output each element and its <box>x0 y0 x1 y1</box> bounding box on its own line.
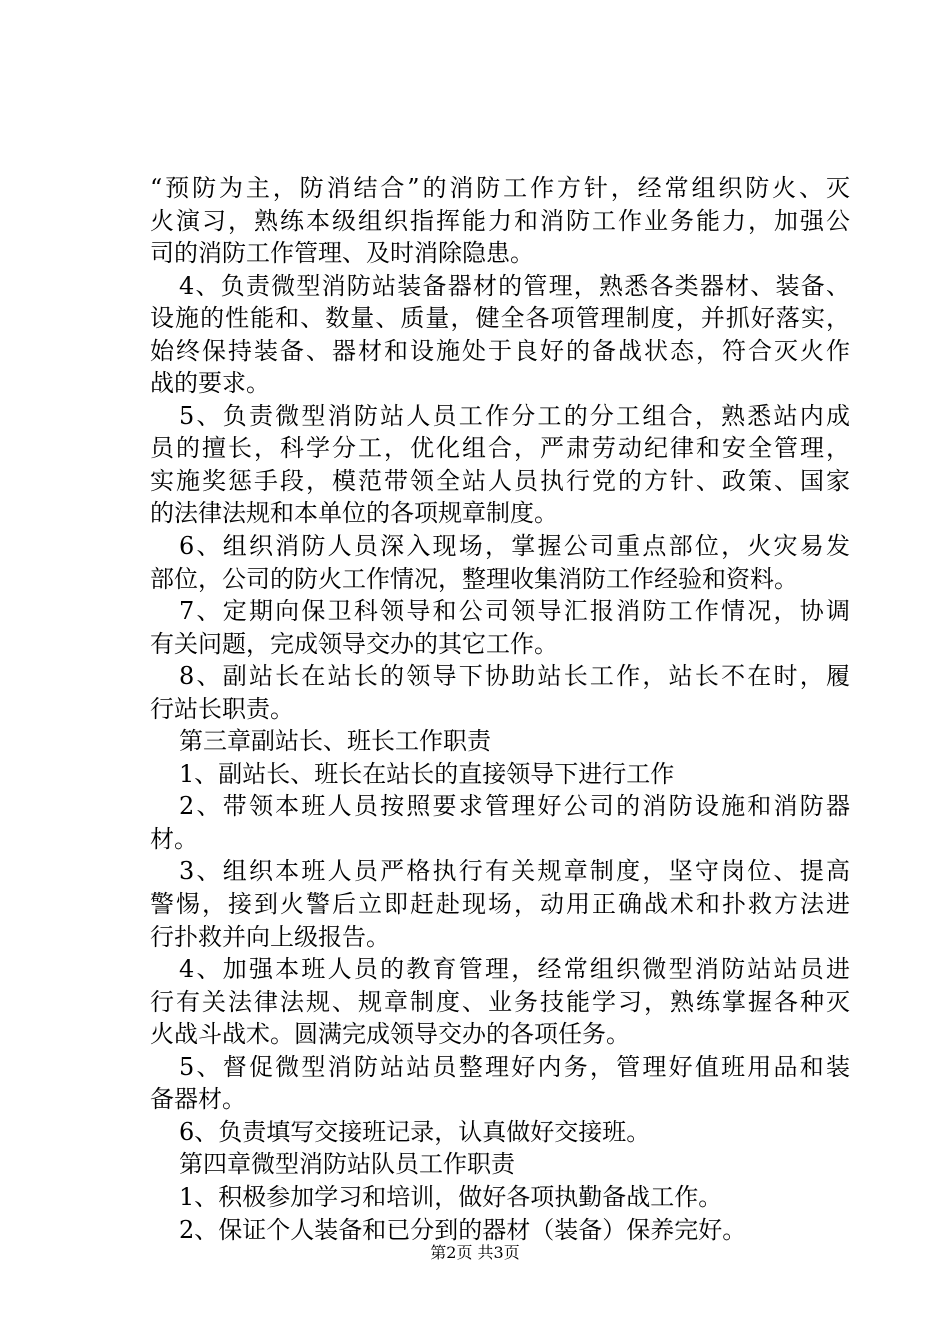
text-line: 警惕，接到火警后立即赶赴现场，动用正确战术和扑救方法进 <box>150 890 850 919</box>
text-line: 5、负责微型消防站人员工作分工的分工组合，熟悉站内成 <box>179 401 850 430</box>
text-line: 战的要求。 <box>150 369 270 398</box>
text-line: 4、负责微型消防站装备器材的管理，熟悉各类器材、装备、 <box>179 271 850 300</box>
text-line: 实施奖惩手段，模范带领全站人员执行党的方针、政策、国家 <box>150 466 850 495</box>
text-line: 部位，公司的防火工作情况，整理收集消防工作经验和资料。 <box>150 564 798 593</box>
text-line: 火战斗战术。圆满完成领导交办的各项任务。 <box>150 1020 630 1049</box>
text-line: 2、保证个人装备和已分到的器材（装备）保养完好。 <box>179 1215 747 1244</box>
text-line: 火演习，熟练本级组织指挥能力和消防工作业务能力，加强公 <box>150 206 850 235</box>
text-line: 设施的性能和、数量、质量，健全各项管理制度，并抓好落实， <box>150 304 850 333</box>
text-line: 的法律法规和本单位的各项规章制度。 <box>150 499 558 528</box>
page-footer: 第2页 共3页 <box>430 1243 520 1262</box>
text-line: 4、加强本班人员的教育管理，经常组织微型消防站站员进 <box>179 955 850 984</box>
text-line: 8、副站长在站长的领导下协助站长工作，站长不在时，履 <box>179 662 850 691</box>
text-line: 行有关法律法规、规章制度、业务技能学习，熟练掌握各种灭 <box>150 987 850 1016</box>
text-line: 3、组织本班人员严格执行有关规章制度，坚守岗位、提高 <box>179 857 850 886</box>
text-line: 1、积极参加学习和培训，做好各项执勤备战工作。 <box>179 1182 723 1211</box>
text-line: “预防为主，防消结合”的消防工作方针，经常组织防火、灭 <box>150 174 850 202</box>
text-line: 备器材。 <box>150 1085 246 1114</box>
text-line: 7、定期向保卫科领导和公司领导汇报消防工作情况，协调 <box>179 597 850 626</box>
text-line: 2、带领本班人员按照要求管理好公司的消防设施和消防器 <box>179 792 850 821</box>
text-line: 6、组织消防人员深入现场，掌握公司重点部位，火灾易发 <box>179 532 850 561</box>
text-line: 第四章微型消防站队员工作职责 <box>179 1150 515 1179</box>
text-line: 行扑救并向上级报告。 <box>150 922 390 951</box>
text-line: 6、负责填写交接班记录，认真做好交接班。 <box>179 1117 651 1146</box>
text-line: 员的擅长，科学分工，优化组合，严肃劳动纪律和安全管理， <box>150 434 850 463</box>
body-text <box>150 172 850 1246</box>
text-line: 1、副站长、班长在站长的直接领导下进行工作 <box>179 759 675 788</box>
text-line: 始终保持装备、器材和设施处于良好的备战状态，符合灭火作 <box>150 336 850 365</box>
text-line: 司的消防工作管理、及时消除隐患。 <box>150 239 534 268</box>
text-line: 5、督促微型消防站站员整理好内务，管理好值班用品和装 <box>179 1052 850 1081</box>
text-line: 有关问题，完成领导交办的其它工作。 <box>150 629 558 658</box>
text-line: 行站长职责。 <box>150 694 294 723</box>
text-line: 第三章副站长、班长工作职责 <box>179 727 491 756</box>
text-line: 材。 <box>150 824 198 853</box>
